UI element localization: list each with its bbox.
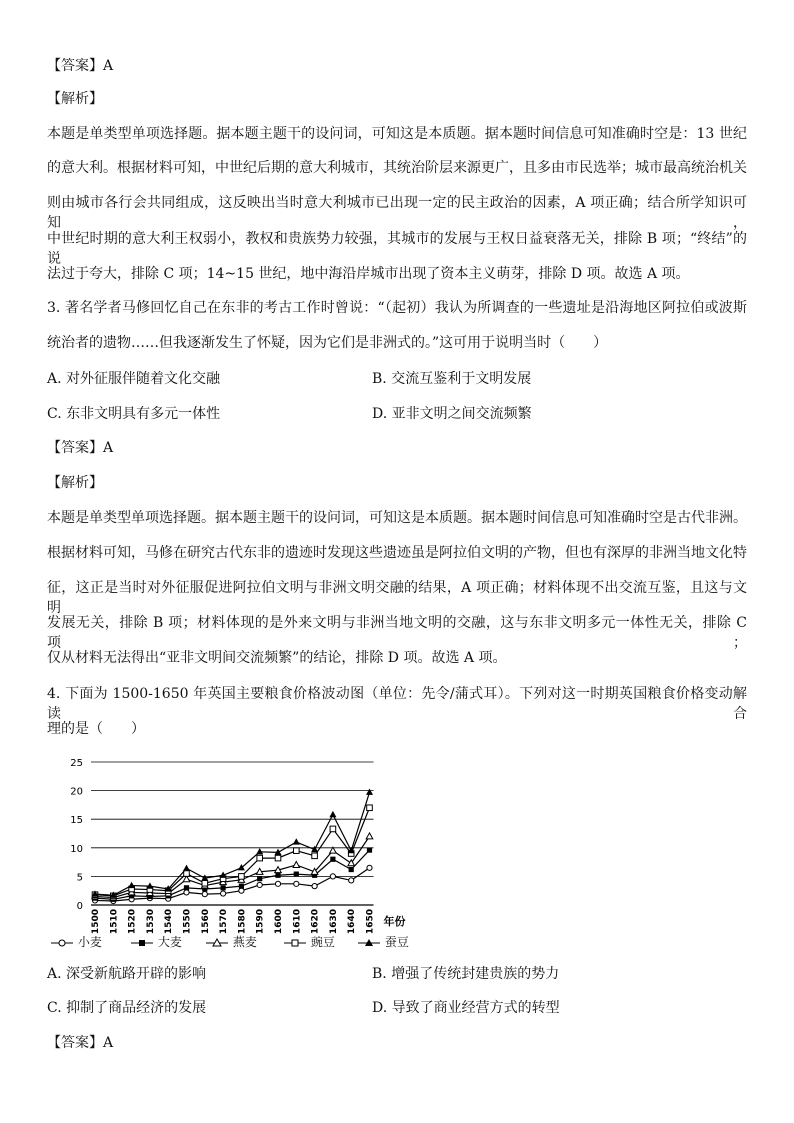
data-point-wheat — [349, 878, 354, 883]
x-tick-label: 1570 — [219, 909, 230, 935]
data-point-peas — [257, 855, 263, 861]
q2-analysis-line: 中世纪时期的意大利王权弱小，教权和贵族势力较强，其城市的发展与王权日益衰落无关，排除 B 项；“终结”的说 — [47, 231, 747, 267]
legend-item-barley — [130, 932, 182, 952]
q4-option-b: B. 增强了传统封建贵族的势力 — [372, 966, 560, 982]
data-point-barley — [367, 847, 372, 852]
data-point-broad-beans — [128, 882, 135, 888]
series-line-broad-beans — [95, 792, 370, 895]
x-tick-label: 1580 — [237, 909, 248, 935]
x-tick-label: 1610 — [292, 909, 303, 935]
q3-stem-line: 统治者的遗物……但我逐渐发生了怀疑，因为它们是非洲式的。”这可用于说明当时（ ） — [47, 335, 608, 351]
x-tick-label: 1530 — [145, 909, 156, 935]
data-point-barley — [184, 885, 189, 890]
q2-analysis-line: 本题是单类型单项选择题。据本题主题干的设问词，可知这是本质题。据本题时间信息可知准确时空是：13 世纪 — [47, 126, 747, 142]
q3-analysis-line: 发展无关，排除 B 项；材料体现的是外来文明与非洲当地文明的交融，这与东非文明多元一体性无关，排除 C 项； — [47, 615, 747, 651]
y-tick-label: 25 — [70, 758, 83, 769]
x-tick-label: 1590 — [255, 909, 266, 935]
x-tick-label: 1620 — [310, 909, 321, 935]
y-tick-label: 0 — [76, 901, 83, 912]
q3-analysis-line: 本题是单类型单项选择题。据本题主题干的设问词，可知这是本质题。据本题时间信息可知准确时空是古代非洲。 — [47, 510, 747, 526]
data-point-wheat — [330, 874, 335, 879]
q4-option-c: C. 抑制了商品经济的发展 — [47, 1000, 207, 1016]
data-point-peas — [312, 853, 318, 859]
data-point-broad-beans — [366, 789, 373, 795]
legend-label-barley: 大麦 — [157, 935, 182, 949]
q2-analysis-line: 的意大利。根据材料可知，中世纪后期的意大利城市，其统治阶层来源更广，且多由市民选举；城市最高统治机关 — [47, 160, 747, 176]
data-point-wheat — [184, 890, 189, 895]
data-point-barley — [257, 876, 262, 881]
series-line-peas — [95, 808, 370, 896]
legend-marker-barley — [130, 938, 154, 948]
legend-item-oats — [205, 932, 257, 952]
q4-stem-line: 4. 下面为 1500-1650 年英国主要粮食价格波动图（单位：先令/蒲式耳）。下列对这一时期英国粮食价格变动解读合 — [47, 686, 747, 722]
q4-option-d: D. 导致了商业经营方式的转型 — [372, 1000, 560, 1016]
data-point-wheat — [221, 891, 226, 896]
y-tick-label: 5 — [76, 872, 83, 884]
x-tick-label: 1650 — [365, 909, 376, 935]
legend-label-oats: 燕麦 — [232, 935, 257, 949]
q2-analysis-label: 【解析】 — [47, 91, 103, 107]
legend-marker-wheat — [50, 938, 74, 948]
x-tick-label: 1540 — [164, 909, 175, 935]
data-point-wheat — [275, 881, 280, 886]
q3-answer: 【答案】A — [47, 440, 114, 456]
q3-option-a: A. 对外征服伴随着文化交融 — [47, 371, 221, 387]
q4-answer: 【答案】A — [47, 1035, 114, 1051]
q3-analysis-label: 【解析】 — [47, 475, 103, 491]
q3-analysis-line: 仅从材料无法得出“亚非文明间交流频繁”的结论，排除 D 项。故选 A 项。 — [47, 650, 507, 666]
data-point-wheat — [367, 865, 372, 870]
x-tick-label: 1640 — [347, 909, 358, 935]
legend-label-broad-beans: 蚕豆 — [384, 935, 409, 949]
data-point-peas — [202, 880, 208, 886]
q3-option-d: D. 亚非文明之间交流频繁 — [372, 406, 532, 422]
q4-stem-line: 理的是（ ） — [47, 721, 145, 737]
x-tick-label: 1560 — [200, 909, 211, 935]
x-tick-label: 1550 — [182, 909, 193, 935]
data-point-peas — [239, 874, 245, 880]
y-tick-label: 15 — [70, 815, 83, 827]
data-point-barley — [239, 884, 244, 889]
x-tick-label: 1510 — [109, 909, 120, 935]
x-tick-label: 1500 — [91, 909, 101, 935]
legend-label-wheat: 小麦 — [77, 935, 102, 949]
data-point-barley — [349, 867, 354, 872]
q2-answer: 【答案】A — [47, 58, 114, 74]
legend-marker-oats — [205, 938, 229, 948]
data-point-barley — [294, 872, 299, 877]
q3-analysis-line: 根据材料可知，马修在研究古代东非的遗迹时发现这些遗迹虽是阿拉伯文明的产物，但也有深厚的非洲当地文化特 — [47, 545, 747, 561]
q3-option-c: C. 东非文明具有多元一体性 — [47, 406, 221, 422]
legend-item-broad-beans — [357, 932, 409, 952]
data-point-barley — [330, 857, 335, 862]
data-point-barley — [275, 873, 280, 878]
data-point-peas — [184, 871, 190, 877]
legend-marker-peas — [283, 938, 307, 948]
data-point-broad-beans — [293, 838, 300, 844]
q3-analysis-line: 征，这正是当时对外征服促进阿拉伯文明与非洲文明交融的结果，A 项正确；材料体现不出交流互鉴，且这与文明 — [47, 580, 747, 616]
data-point-wheat — [257, 882, 262, 887]
q2-analysis-line: 则由城市各行会共同组成，这反映出当时意大利城市已出现一定的民主政治的因素，A 项正确；结合所学知识可知， — [47, 195, 747, 231]
x-axis-label: 年份 — [383, 915, 406, 928]
data-point-barley — [221, 885, 226, 890]
q2-analysis-line: 法过于夸大，排除 C 项；14~15 世纪，地中海沿岸城市出现了资本主义萌芽，排除 D 项。故选 A 项。 — [47, 266, 690, 282]
legend-item-wheat — [50, 932, 102, 952]
data-point-oats — [366, 833, 373, 839]
x-tick-label: 1600 — [274, 909, 284, 935]
data-point-wheat — [202, 892, 207, 897]
q3-option-b: B. 交流互鉴利于文明发展 — [372, 371, 532, 387]
series-line-oats — [95, 836, 370, 897]
data-point-broad-beans — [329, 811, 336, 817]
y-tick-label: 20 — [70, 786, 83, 798]
legend-label-peas: 豌豆 — [310, 935, 335, 949]
data-point-wheat — [312, 884, 317, 889]
data-point-peas — [275, 855, 281, 861]
x-tick-label: 1520 — [127, 909, 138, 935]
data-point-broad-beans — [183, 865, 190, 871]
data-point-peas — [330, 826, 336, 832]
x-tick-label: 1630 — [328, 909, 339, 935]
data-point-peas — [367, 805, 373, 811]
data-point-wheat — [294, 881, 299, 886]
data-point-oats — [293, 861, 300, 867]
y-tick-label: 10 — [70, 843, 83, 855]
data-point-peas — [294, 848, 300, 854]
q3-stem-line: 3. 著名学者马修回忆自己在东非的考古工作时曾说：“（起初）我认为所调查的一些遗址是沿海地区阿拉伯或波斯 — [47, 300, 747, 316]
grain-price-chart — [40, 750, 406, 935]
data-point-wheat — [239, 888, 244, 893]
legend-item-peas — [283, 932, 335, 952]
legend-marker-broad-beans — [357, 938, 381, 948]
data-point-broad-beans — [256, 848, 263, 854]
q4-option-a: A. 深受新航路开辟的影响 — [47, 966, 207, 982]
